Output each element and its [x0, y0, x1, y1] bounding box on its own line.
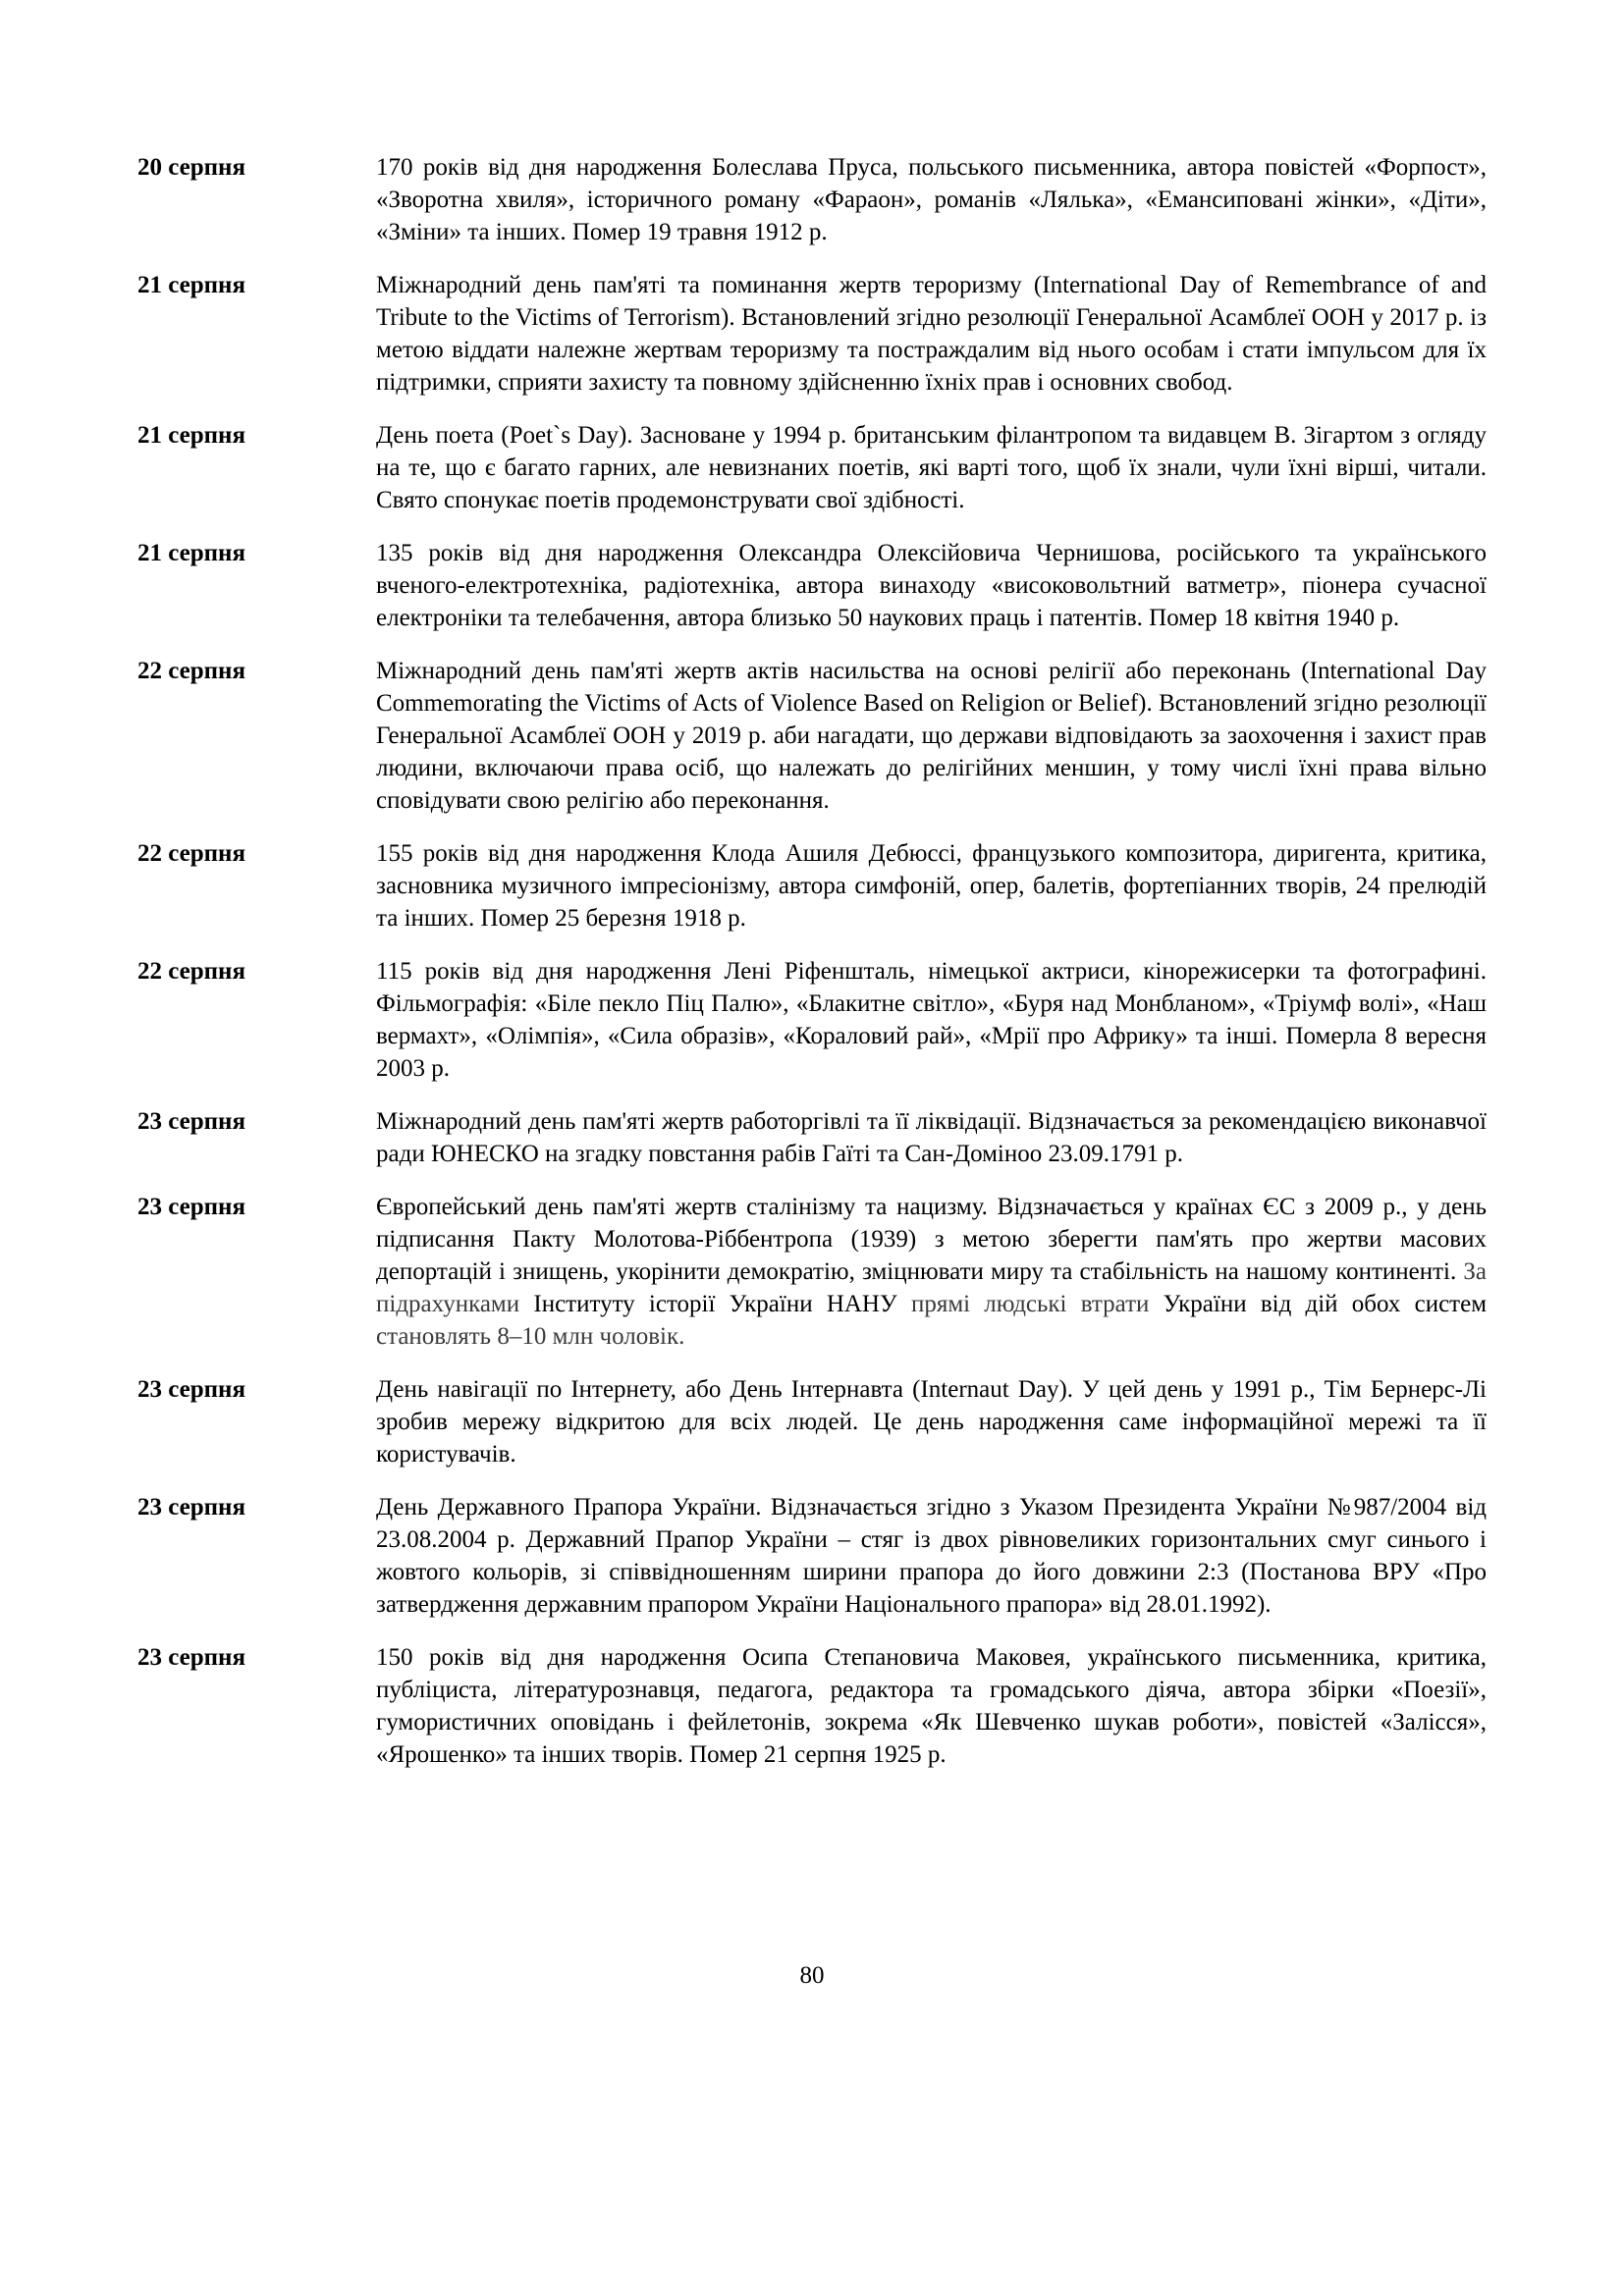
calendar-entry — [137, 1105, 1487, 1170]
entry-text: День навігації по Інтернету, або День Інтернавта (Internaut Day). У цей день у 1991 р., Тім Бернерс-Лі зробив мережу відкритою для всіх людей. Це день народження саме інформаційної мережі та її користувачів. — [376, 1376, 1487, 1468]
calendar-entry — [137, 537, 1487, 634]
entry-text-part: Інституту історії України НАНУ — [533, 1291, 897, 1317]
entry-date: 23 серпня — [137, 1494, 245, 1521]
calendar-entry — [137, 1491, 1487, 1621]
entry-text-part: прямі людські втрати — [910, 1291, 1150, 1317]
entry-date: 23 серпня — [137, 1108, 245, 1135]
calendar-entry — [137, 655, 1487, 817]
entry-date: 21 серпня — [137, 540, 245, 566]
entry-text: Міжнародний день пам'яті жертв работоргівлі та її ліквідації. Відзначається за рекомендацією виконавчої ради ЮНЕСКО на згадку повстання рабів Гаїті та Сан-Доміноо 23.09.1791 р. — [376, 1108, 1487, 1167]
entry-text: Міжнародний день пам'яті жертв актів насильства на основі релігії або переконань (International Day Commemorating the Victims of Acts of Violence Based on Religion or Belief). Встановлений згідно резолюції Генеральної Асамблеї ООН у 2019 р. аби нагадати, що держави відповідають за заохочення і захист прав людини, включаючи права осіб, що належать до релігійних меншин, у тому числі їхні права вільно сповідувати свою релігію або переконання. — [376, 658, 1487, 814]
calendar-entry — [137, 151, 1487, 248]
entry-date: 21 серпня — [137, 272, 245, 298]
entry-text — [376, 1191, 1487, 1353]
calendar-entry — [137, 1191, 1487, 1353]
entry-date: 23 серпня — [137, 1194, 245, 1220]
entry-text: 155 років від дня народження Клода Ашиля Дебюссі, французького композитора, диригента, критика, засновника музичного імпресіонізму, автора симфоній, опер, балетів, фортепіанних творів, 24 прелюдій та інших. Помер 25 березня 1918 р. — [376, 840, 1487, 932]
calendar-entry — [137, 955, 1487, 1085]
entry-date: 23 серпня — [137, 1376, 245, 1403]
entry-text-main: Європейський день пам'яті жертв сталінізму та нацизму. Відзначається у країнах ЄС з 2009 р., у день підписання Пакту Молотова-Ріббентропа (1939) з метою зберегти пам'ять про жертви масових депортацій і знищень, укорінити демократію, зміцнювати миру та стабільність на нашому континенті. — [376, 1194, 1487, 1285]
entry-text: Міжнародний день пам'яті та поминання жертв тероризму (International Day of Remembrance of and Tribute to the Victims of Terrorism). Встановлений згідно резолюції Генеральної Асамблеї ООН у 2017 р. із метою віддати належне жертвам тероризму та постраждалим від нього особам і стати імпульсом для їх підтримки, сприяти захисту та повному здійсненню їхніх прав і основних свобод. — [376, 272, 1487, 396]
entry-text: 115 років від дня народження Лені Ріфеншталь, німецької актриси, кінорежисерки та фотографині. Фільмографія: «Біле пекло Піц Палю», «Блакитне світло», «Буря над Монбланом», «Тріумф волі», «Наш вермахт», «Олімпія», «Сила образів», «Кораловий рай», «Мрії про Африку» та інші. Померла 8 вересня 2003 р. — [376, 958, 1487, 1082]
entry-text-part: За підрахунками — [376, 1258, 1487, 1317]
calendar-entry — [137, 419, 1487, 516]
document-page — [137, 151, 1487, 1791]
entry-text-part: становлять 8–10 млн чоловік. — [376, 1323, 685, 1350]
entry-date: 22 серпня — [137, 840, 245, 867]
entry-text-part: України від дій обох систем — [1163, 1291, 1488, 1317]
entry-text: 135 років від дня народження Олександра Олексійовича Чернишова, російського та українського вченого-електротехніка, радіотехніка, автора винаходу «високовольтний ватметр», піонера сучасної електроніки та телебачення, автора близько 50 наукових праць і патентів. Помер 18 квітня 1940 р. — [376, 540, 1487, 631]
entry-text: День Державного Прапора України. Відзначається згідно з Указом Президента України №987/2004 від 23.08.2004 р. Державний Прапор України – стяг із двох рівновеликих горизонтальних смуг синього і жовтого кольорів, зі співвідношенням ширини прапора до його довжини 2:3 (Постанова ВРУ «Про затвердження державним прапором України Національного прапора» від 28.01.1992). — [376, 1494, 1487, 1618]
calendar-entry — [137, 837, 1487, 934]
calendar-entry — [137, 1641, 1487, 1771]
entry-text: День поета (Poet`s Day). Засноване у 1994 р. британським філантропом та видавцем В. Зігартом з огляду на те, що є багато гарних, але невизнаних поетів, які варті того, щоб їх знали, чули їхні вірші, читали. Свято спонукає поетів продемонструвати свої здібності. — [376, 422, 1487, 513]
entry-text: 150 років від дня народження Осипа Степановича Маковея, українського письменника, критика, публіциста, літературознавця, педагога, редактора та громадського діяча, автора збірки «Поезії», гумористичних оповідань і фейлетонів, зокрема «Як Шевченко шукав роботи», повістей «Залісся», «Ярошенко» та інших творів. Помер 21 серпня 1925 р. — [376, 1644, 1487, 1768]
entry-date: 20 серпня — [137, 154, 245, 181]
calendar-entry — [137, 1373, 1487, 1470]
calendar-entry — [137, 269, 1487, 399]
entry-date: 22 серпня — [137, 658, 245, 684]
entry-date: 23 серпня — [137, 1644, 245, 1671]
page-number: 80 — [799, 1962, 825, 1989]
entry-date: 21 серпня — [137, 422, 245, 449]
entry-date: 22 серпня — [137, 958, 245, 985]
entry-text: 170 років від дня народження Болеслава Пруса, польського письменника, автора повістей «Форпост», «Зворотна хвиля», історичного роману «Фараон», романів «Лялька», «Емансиповані жінки», «Діти», «Зміни» та інших. Помер 19 травня 1912 р. — [376, 154, 1487, 245]
